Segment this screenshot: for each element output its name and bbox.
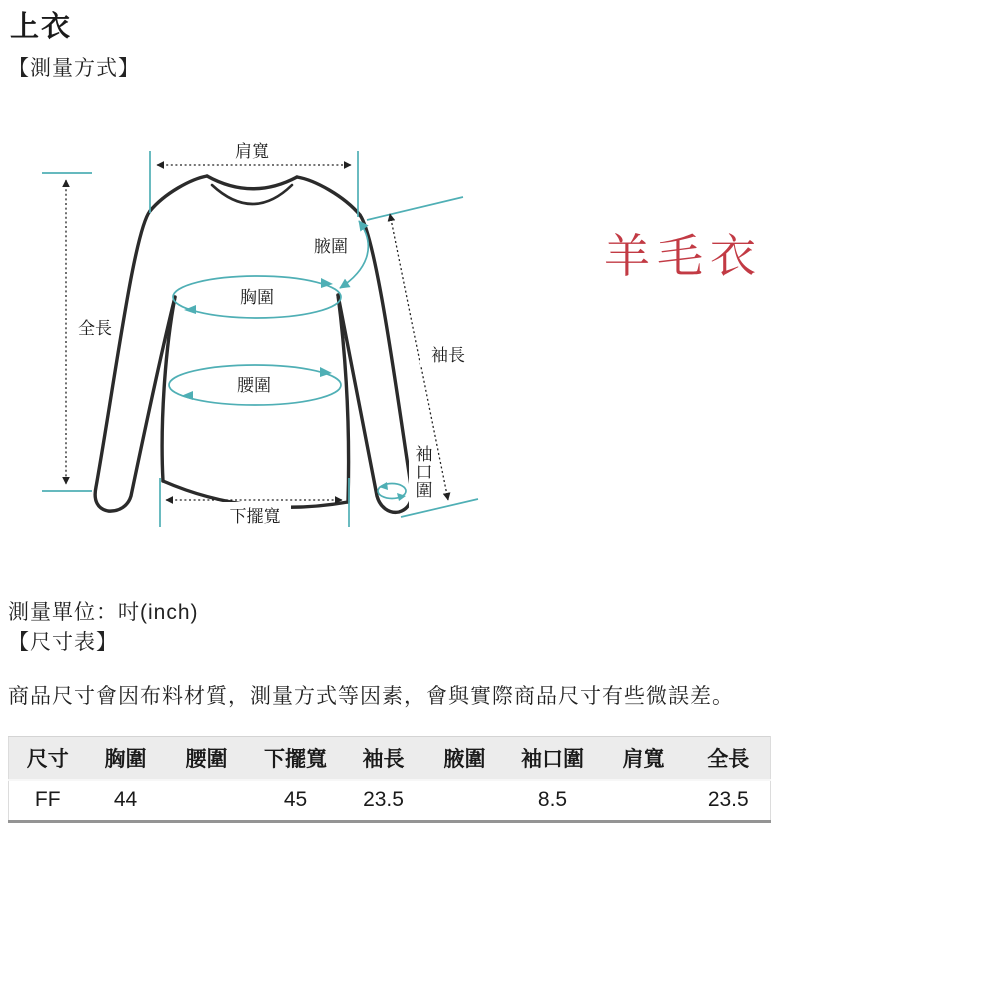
col-header-size: 尺寸: [9, 737, 87, 780]
disclaimer-text: 商品尺寸會因布料材質，測量方式等因素，會與實際商品尺寸有些微誤差。: [8, 685, 734, 708]
product-name-label: 羊毛衣: [604, 229, 763, 283]
col-header-hem-width: 下擺寬: [249, 737, 343, 780]
cell-shoulder-width: [601, 780, 687, 822]
col-header-cuff: 袖口圍: [505, 737, 601, 780]
measure-method-heading: 【測量方式】: [8, 57, 140, 80]
measurement-unit-line: 測量單位：吋(inch): [8, 601, 199, 624]
measurement-diagram: [35, 135, 515, 555]
col-header-sleeve-length: 袖長: [343, 737, 425, 780]
waist-label: 腰圍: [237, 376, 271, 395]
col-header-waist: 腰圍: [165, 737, 249, 780]
cell-armpit: [425, 780, 505, 822]
page-title: 上衣: [10, 11, 73, 43]
cell-sleeve-length: 23.5: [363, 788, 404, 812]
sweater-measurement-diagram: [35, 135, 515, 555]
size-table-header-row: [9, 737, 771, 780]
size-table-row-ff: [9, 780, 771, 822]
cell-size: FF: [34, 788, 61, 812]
garment-outline: [95, 176, 412, 512]
col-header-shoulder-width: 肩寬: [601, 737, 687, 780]
cell-hem-width: 45: [283, 788, 308, 812]
cell-full-length: 23.5: [707, 788, 749, 812]
full-length-label: 全長: [78, 319, 112, 338]
chest-label: 胸圍: [240, 288, 274, 307]
cell-chest: 44: [113, 788, 138, 812]
size-table: [8, 736, 771, 823]
hem-width-label: 下擺寬: [229, 507, 281, 526]
cell-cuff: 8.5: [537, 788, 568, 812]
col-header-chest: 胸圍: [87, 737, 165, 780]
cell-waist: [165, 780, 249, 822]
measure-dotted-lines: [66, 165, 448, 500]
armpit-label: 腋圍: [314, 237, 348, 256]
shoulder-width-label: 肩寬: [235, 142, 269, 161]
cuff-label: 袖口圍: [412, 445, 432, 499]
col-header-armpit: 腋圍: [425, 737, 505, 780]
col-header-full-length: 全長: [687, 737, 771, 780]
size-table-heading: 【尺寸表】: [8, 631, 118, 654]
sleeve-length-label: 袖長: [431, 346, 465, 365]
